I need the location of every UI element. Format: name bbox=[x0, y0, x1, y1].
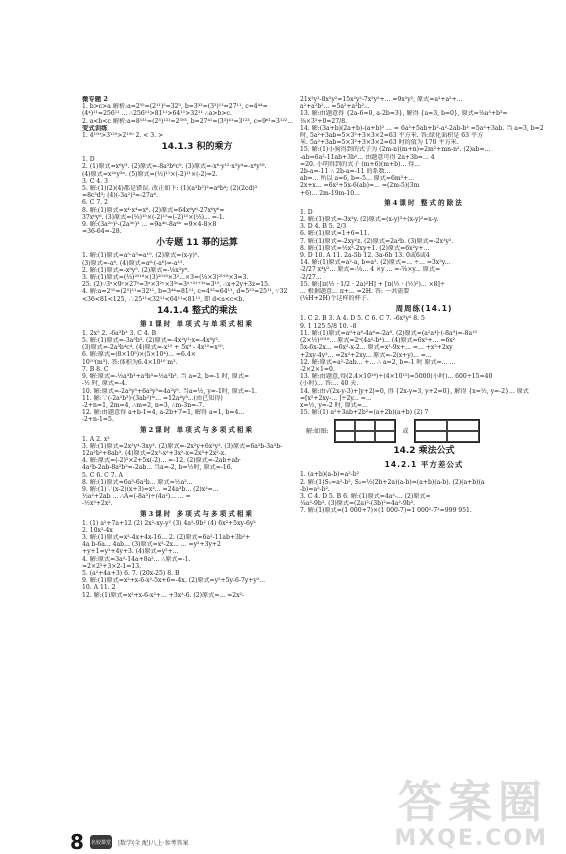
answer-line: 3. 解:(1)原式=2x²y⁴-3xy³. (2)原式=-2x²y+6x²y². (3)原式=6a²b-3a³b- bbox=[82, 442, 283, 450]
left-column bbox=[82, 96, 312, 599]
answer-line: +y+1=y²+4y+3. (4)原式=y²+... bbox=[82, 548, 179, 556]
answer-line: 5. 解:(1)(2)(4)都是错误. 改正如下: (1)(a³b²)²=a⁶b⁴; (2)(2cd)³ bbox=[82, 185, 258, 193]
answer-line: -½x³+2x². bbox=[82, 500, 113, 508]
answer-line: (2×½)²⁰¹⁸... 原式=2ⁿ(4a²-b⁴)... (4)原式=6x²+... =6x² bbox=[300, 337, 456, 345]
watermark-url: MXQE.COM bbox=[394, 826, 548, 851]
answer-line: 1. 解:(1)原式=a⁵·a⁵=a¹⁰. (2)原式=(x-y)⁵. bbox=[82, 252, 200, 260]
publisher-logo: 名校课堂 bbox=[90, 835, 112, 849]
answer-line: 2. (1)原式=x⁶y³. (2)原式=-8a³b⁶c⁹. (3)原式=-x⁶·y¹²·x²y⁴=-x⁸y¹⁶. bbox=[82, 163, 267, 171]
figure-label: 解:如图: bbox=[306, 427, 329, 435]
answer-line: =2×2²+3×2-1=13. bbox=[82, 562, 142, 570]
answer-line: -b)=a²-b². bbox=[300, 485, 330, 493]
answer-line: 11. 解:∵(-2a²b³)·(3ab²)ᵐ... =12a⁴y³...(由已知得) bbox=[82, 394, 223, 402]
section-heading-14-2: 14.2 乘法公式 bbox=[393, 446, 455, 457]
answer-line: -2×2×1=0. bbox=[300, 365, 335, 373]
answer-line: 3. 解:(1)原式=x²-4x+4x-16... 2. (2)原式=6a²-11ab+3b²+ bbox=[82, 533, 251, 541]
answer-line: ... 根据题意... π+... =2H. 答: 一共需要 bbox=[300, 288, 410, 296]
answer-line: 3. 解:(1)原式=(⅓)²⁰¹⁸×(3)²⁰¹⁸×3²...×3=(⅓×3)²⁰¹⁸×3=3. bbox=[82, 274, 249, 282]
answer-line: 时, 5a²+3ab=5×3²+3×3×2=63 平方米. 答:绿化面积是 63 平方 bbox=[300, 132, 484, 140]
answer-line: 37x⁶y⁶. (3)原式=(⅓)¹⁵×(-2)¹⁵=(-2)¹⁵×(⅓)... =-1. bbox=[82, 213, 225, 221]
figure-or-label: 或 bbox=[402, 427, 409, 435]
answer-line: 1. A 2. x² bbox=[82, 435, 110, 443]
answer-line: 6. 解:原式=(8×10⁵)×(5×10⁴)... ≈6.4× bbox=[82, 351, 196, 359]
answer-line: 1. C 2. B 3. A 4. D 5. C 6. C 7. -6x²y⁵ 8. 5 bbox=[300, 315, 425, 323]
answer-line: 21x²y²-8x²y²=15x²y²-7x²y²+... =9x²y², 原式=a²+a²+... bbox=[300, 96, 463, 103]
right-column bbox=[300, 96, 548, 515]
answer-line: 2b-a=-11 ∴ 2b-a=-11 的系数... bbox=[300, 168, 391, 176]
answer-line: 4. 解:原式=(-2)²×2+5x(-2)... =-12. (2)原式=-2ab+ab· bbox=[82, 457, 241, 465]
answer-line: 9. 解:(1)∵(x-2)(x+3)=x²... =24a³b... (2)x²=... bbox=[82, 485, 219, 493]
section-heading-14-1-4: 14.1.4 整式的乘法 bbox=[156, 305, 238, 316]
micro-topic-11-heading: 小专题 11 幂的运算 bbox=[156, 238, 238, 249]
book-info: |数学(全 配)八上·参考答案 bbox=[117, 839, 189, 847]
answer-line: 2. a<b<c 解析:a=8¹³¹=(2³)¹³¹=2³⁹³, b=27⁴¹=(3³)⁴¹=3¹²³, c=9⁶¹=3¹²²... bbox=[82, 117, 294, 125]
answer-line: 1. (a+b)(a-b)=a²-b² bbox=[300, 471, 360, 479]
answer-line: 8. 解:(1)原式=½x²-2xy+1. (2)原式=6x²y+... bbox=[300, 244, 430, 252]
section-heading-14-2-1: 14.2.1 平方差公式 bbox=[384, 460, 464, 470]
answer-line: 2. 解:(1)原式=-x⁸y⁵. (2)原式=-⅛x³y⁶. bbox=[82, 266, 190, 274]
answer-line: 4a²b-2ab-8a²b²=-2ab... 当a=-2, b=½时, 原式=-16. bbox=[82, 464, 233, 472]
answer-line: x=½, y=-2 时, 原式=... bbox=[300, 401, 368, 409]
rectangle-diagram-a bbox=[334, 419, 396, 443]
page-number: 8 bbox=[70, 830, 84, 854]
answer-line: (3)原式=-2a³b⁴c⁴. (4)原式=-x¹⁰ + 5x⁹ - 4x¹⁰=x¹⁰. bbox=[82, 344, 225, 352]
answer-line: a²+a²b²... =5a²+a²b²... bbox=[300, 103, 370, 111]
answer-line: =20. 小明得到的式子 (m+6)(m+b)... 得... bbox=[300, 160, 421, 168]
answer-line: -2+n-1=5. bbox=[82, 416, 114, 424]
answer-line: 1. D bbox=[300, 208, 313, 216]
answer-line: 4a b-6a... 4ab... (3)原式=x²-2x... ... =y²+3y+2 bbox=[82, 541, 221, 549]
answer-line: (4)原式=x²ⁿy³ⁿ. (5)原式=(½)¹¹×(-2)¹¹×(-2)=2. bbox=[82, 170, 218, 178]
answer-line: 9. D 10. A 11. 2a-5b 12. 3a-6b 13. 0或6或4 bbox=[300, 252, 430, 260]
answer-line: (3)原式=-a⁶. (4)原式=a⁶·(-a⁶)=-a¹². bbox=[82, 259, 185, 267]
answer-line: 3. D 4. B 5. 2/3 bbox=[300, 223, 347, 231]
answer-line: 1. (1) a²+7a+12 (2) 2x²-xy-y² (3) 4a²-9b² (4) 6x²+5xy-6y² bbox=[82, 519, 256, 527]
watermark-title: 答案圈 bbox=[398, 777, 548, 828]
lesson-2-heading: 第2课时 单项式与多项式相乘 bbox=[139, 425, 254, 434]
answer-line: 3. C 4. D 5. B 6. 解:(1)原式=4a²-... (2)原式= bbox=[300, 492, 431, 500]
answer-line: 8. 解:(1)原式=x⁴·x⁴=x⁸. (2)原式=64x⁶y⁶-27x⁶y⁶= bbox=[82, 206, 225, 214]
answer-line: 2. 10x²-4x bbox=[82, 526, 113, 534]
answer-line: 5x-6x-2x... =6x²-x-2... 原式=x²-9x+... =... +x²+2xy bbox=[300, 344, 453, 352]
answer-line: 1. D bbox=[82, 156, 95, 164]
answer-line: 3. C 4. 3 bbox=[82, 177, 108, 185]
answer-line: -½ 时, 原式=-4. bbox=[82, 380, 128, 388]
answer-line: 7. 解:(1)原式=-2xy²z. (2)原式=2a²b. (3)原式=-2x²y². bbox=[300, 237, 454, 245]
watermark bbox=[394, 777, 548, 851]
answer-line: 12. 解:由题意得 a+b-1=4, a-2b+7=1, 解得 a=1, b=4... bbox=[82, 409, 245, 417]
answer-line: 11. 解:(1)原式=a⁸+a⁸-4a⁸=-2a⁸. (2)原式=(a²a⁴)·(-8a⁹)=-8a¹⁵ bbox=[300, 329, 478, 337]
answer-line: 9. 解:(3a²ⁿ)²-(2a³ⁿ)³ ... =9a⁴ⁿ-8a⁶ⁿ =9×4-8×8 bbox=[82, 221, 217, 229]
answer-line: +2xy-4y²... =2x²+2xy... 原式=-2(x+y)... =... bbox=[300, 351, 432, 359]
answer-line: =36-64=-28. bbox=[82, 228, 122, 236]
answer-line: 1. 4¹⁰⁰>3¹²⁵>2¹⁵⁰ 2. < 3. > bbox=[82, 132, 164, 140]
answer-line: 12a²b²+8ab³. (4)原式=2x³-x²+3x²-x=2x³+2x²-x. bbox=[82, 449, 227, 457]
answer-line: =[x²+2xy-... ]÷2y... =... bbox=[300, 394, 372, 402]
weekly-practice-heading: 周周练(14.1) bbox=[395, 304, 453, 314]
answer-line: 10. A 11. 2 bbox=[82, 584, 116, 592]
answer-line: 8. 解:(1)原式=6a³-6a²b... 原式=½a²... bbox=[82, 478, 193, 486]
answer-line: 12. 解:(1)原式=x²+x-6-x²+... +3x²-6. (2)原式=... =2x²- bbox=[82, 591, 245, 599]
answer-line: 米. 5a²+3ab=5×3²+3×3×2=63 时的值为 170 平方米. bbox=[300, 139, 459, 147]
answer-line: 6. 解:(1)原式=1+6=11. bbox=[300, 230, 370, 238]
answer-line: 13. 解:由题意得 {2a-6=0, a-2b=3}, 解得 {a=3, b=0}, 原式=⅛a³+b³= bbox=[300, 110, 508, 118]
answer-line: 9. 解:原式=-½a³b³+a³b³=½a³b³. 当 a=2, b=-1 时, 原式= bbox=[82, 373, 250, 381]
answer-line: =8c³d³; (4)(-3a²)³=-27a⁶. bbox=[82, 192, 158, 200]
answer-line: 10¹⁰(m³). 答:体积为6.4×10¹⁰ m³. bbox=[82, 358, 178, 366]
page-footer bbox=[70, 830, 188, 854]
answer-line: 7. 解:(1)原式=(1 000+7)×(1 000-7)=1 000²-7²=999 951. bbox=[300, 507, 472, 515]
area-model-figure bbox=[306, 419, 548, 443]
rectangle-diagram-b bbox=[414, 419, 480, 443]
answer-line: ab=... 所以 a=6, b=-5... 原式=6m²+... bbox=[300, 175, 415, 183]
answer-line: 5. 解:(1)原式=-3a³b³. (2)原式=-4x²y²·x=-4x³y². bbox=[82, 337, 220, 345]
answer-line: 14. 解:(3a+b)(2a+b)-(a+b)² ... = 6a²+5ab+b²-a²-2ab-b² =5a²+3ab. 当 a=3, b=2 bbox=[300, 124, 544, 132]
answer-line: 14. 解:(1)原式=a²-a, b=a². (2)原式=... ÷... =3x²y... bbox=[300, 259, 451, 267]
answer-line: 14. 解:由√(2x-y-3)+|y+2|=0, 得 {2x-y=3, y+2=0}, 解得 {x=½, y=-2}... 原式 bbox=[300, 387, 529, 395]
answer-line: 9. 解:(1)原式=x²+x-6-x²-5x+6=-4x. (2)原式=y²+5y-6-7y+y²... bbox=[82, 577, 266, 585]
answer-line: (⅛H+2H)个这样的杯子. bbox=[300, 295, 369, 303]
answer-line: 1. b>c>a 解析:a=2⁵⁵=(2¹¹)⁵=32⁵, b=3³³=(3³)¹¹=27¹¹, c=4⁴⁴= bbox=[82, 103, 268, 111]
answer-line: 15. 解:(1) a²+3ab+2b²=(a+2b)(a+b) (2) 7 bbox=[300, 409, 429, 417]
answer-line: 13. 解:由题意,得(2.4×10¹⁸)÷(4×10¹⁵)=5000(小时)... 600÷15=40 bbox=[300, 373, 493, 381]
answer-line: 5. C 6. C 7. A bbox=[82, 471, 123, 479]
answer-line: -2/27 x⁴y²... 原式=-⅓... 4 ×y ... =-⅜×y... 原式= bbox=[300, 266, 441, 274]
answer-line: -ab=6a²-11ab+3b²... 由题意可得 2a+3b=... 4 bbox=[300, 153, 435, 161]
micro-topic-heading: 微专题 2 bbox=[82, 96, 108, 103]
answer-line: +6)... 2m-19m-10... bbox=[300, 189, 360, 197]
answer-line: (小时)... 答:... 40 天. bbox=[300, 380, 359, 388]
answer-line: ⅛×3³+0=27/8. bbox=[300, 117, 348, 125]
lesson-4-heading: 第4课时 整式的除法 bbox=[384, 198, 464, 207]
answer-line: 6. C 7. 2 bbox=[82, 199, 108, 207]
answer-line: 9. 1 125 5/8 10. -8 bbox=[300, 322, 357, 330]
lesson-3-heading: 第3课时 多项式与多项式相乘 bbox=[139, 509, 254, 518]
answer-line: 15. 解:(1)小狗得到的式子为 (2m-n)(m+n)=2m²+mn-n². (2)ab=... bbox=[300, 146, 491, 154]
answer-line: 10. 解:原式=-2a²y⁵+6a²y⁵=4a²y⁵. 当a=½, y=-1时, 原式=-1. bbox=[82, 387, 257, 395]
answer-line: -2+n=1, 2m=4, ∴m=2, n=3, ∴m-3n=-7. bbox=[82, 401, 205, 409]
answer-line: 12. 解:原式=a²-2ab... +... ∴ a=2, b=-1 时 原式=... ... bbox=[300, 358, 456, 366]
answer-line: 2. 解:(1)S₁=a²-b², S₂=½(2b+2a)(a-b)=(a+b)(a-b). (2)(a+b)(a bbox=[300, 478, 485, 486]
answer-line: ¼a²-9b². (3)原式=(2a)²-(3b)²=4a²-9b². bbox=[300, 500, 416, 508]
answer-line: 5. (a²+4a+3) 6. 7. (20x-25) 8. B bbox=[82, 569, 180, 577]
lesson-1-heading: 第1课时 单项式与单项式相乘 bbox=[139, 319, 254, 328]
answer-line: 1. 2x⁵ 2. -6a³b³ 3. C 4. B bbox=[82, 329, 157, 337]
answer-line: ½a²+2ab ... ∴A=(-8a³)÷(4a²)... ... = bbox=[82, 493, 191, 501]
answer-line: <36<81<125, ∴25¹¹<32¹¹<64¹¹<81¹¹, 即 d<a<c<b. bbox=[82, 295, 245, 303]
answer-line: 25. (2)∵3ˣ×9ʸ×27ᶻ=3ˣ×3²ʸ×3³ᶻ=3ˣ⁺²ʸ⁺³ᶻ=3¹⁵, ∴x+2y+3z=15. bbox=[82, 281, 270, 289]
answer-line: 15. 解:[π(½ · 1/2 · 2a)²H] + [π(½ · (½)²)... ×8]÷ bbox=[300, 280, 446, 288]
answer-line: -2/27... bbox=[300, 273, 322, 281]
answer-line: 4. 解:原式=3a²-14a+8a²... ∴原式=-1. bbox=[82, 555, 191, 563]
answer-line: (4⁴)¹¹=256¹¹ ... ∴256¹¹>81¹¹>64¹¹>32¹¹ ∴a>b>c. bbox=[82, 110, 232, 118]
answer-line: 4. 解:a=2⁵⁵=(2⁵)¹¹=32¹¹, b=3⁴⁴=81¹¹, c=4³³=64¹¹, d=5²²=25¹¹, ∵32 bbox=[82, 288, 288, 296]
section-heading-14-1-3: 14.1.3 积的乘方 bbox=[161, 142, 233, 153]
answer-line: 2. 解:(1)原式=-3x²y. (2)原式=(x-y)³÷(x-y)²=x-y. bbox=[300, 216, 439, 224]
answer-line: 7. B 8. C bbox=[82, 365, 109, 373]
answer-line: 2x+x... =6x²+5x-6(ab)=... =(2m-5)(3m bbox=[300, 182, 420, 190]
variant-training-heading: 变式训练 bbox=[82, 124, 108, 132]
